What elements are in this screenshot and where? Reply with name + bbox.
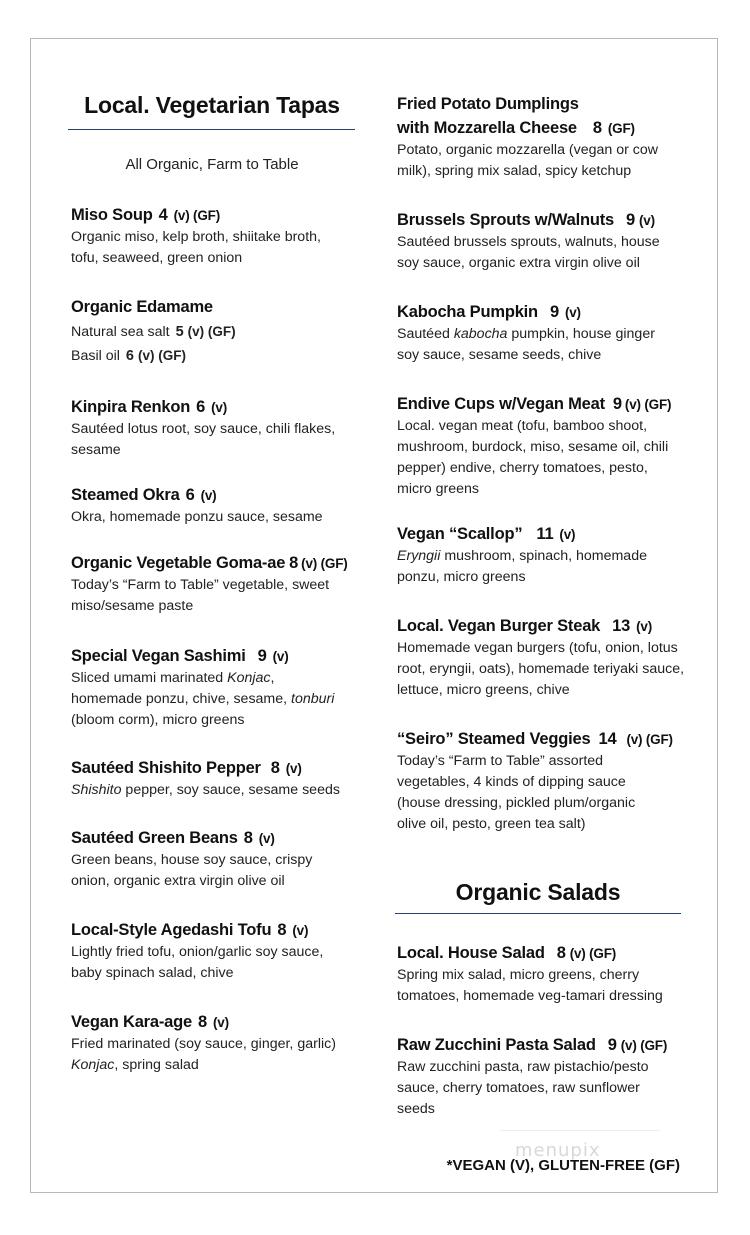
item-price: 8 bbox=[289, 554, 299, 572]
item-name: Vegan Kara-age bbox=[71, 1013, 193, 1031]
item-description: Potato, organic mozzarella (vegan or cow milk), spring mix salad, spicy ketchup bbox=[397, 142, 659, 179]
item-description: Spring mix salad, micro greens, cherry tomatoes, homemade veg-tamari dressing bbox=[397, 967, 663, 1004]
menu-item bbox=[71, 204, 381, 269]
item-tags: (v) bbox=[638, 213, 655, 228]
menu-item bbox=[71, 1011, 381, 1076]
option-price: 5 bbox=[175, 324, 184, 340]
item-description: Fried marinated (soy sauce, ginger, garlic) Konjac, spring salad bbox=[71, 1036, 336, 1073]
item-description: Today’s “Farm to Table” vegetable, sweet miso/sesame paste bbox=[71, 577, 330, 614]
menu-item bbox=[397, 393, 707, 500]
item-price: 8 bbox=[592, 119, 602, 137]
item-tags: (v) (GF) bbox=[626, 732, 673, 747]
item-price: 14 bbox=[598, 730, 617, 748]
item-description: Today’s “Farm to Table” assorted vegetables, 4 kinds of dipping sauce (house dressing, pickled plum/organic olive oil, pesto, green tea salt) bbox=[397, 753, 636, 832]
item-name: Raw Zucchini Pasta Salad bbox=[397, 1036, 596, 1054]
item-name: Endive Cups w/Vegan Meat bbox=[397, 395, 605, 413]
item-description: Green beans, house soy sauce, crispy onion, organic extra virgin olive oil bbox=[71, 852, 313, 889]
menu-item bbox=[397, 615, 707, 701]
item-name: Local-Style Agedashi Tofu bbox=[71, 921, 272, 939]
item-price: 4 bbox=[158, 206, 168, 224]
menu-item bbox=[397, 93, 707, 182]
item-price: 8 bbox=[270, 759, 280, 777]
menu-item bbox=[397, 942, 707, 1007]
menu-item bbox=[397, 728, 707, 835]
item-price: 8 bbox=[556, 944, 566, 962]
option-tags: (v) (GF) bbox=[187, 324, 236, 339]
section-title-salads: Organic Salads bbox=[455, 879, 621, 905]
item-tags: (v) (GF) bbox=[301, 556, 348, 571]
item-description bbox=[71, 668, 356, 731]
item-description: Local. vegan meat (tofu, bamboo shoot, mushroom, burdock, miso, sesame oil, chili pepper) endive, cherry tomatoes, pesto, micro greens bbox=[397, 418, 669, 497]
item-name: Kinpira Renkon bbox=[71, 398, 191, 416]
watermark-rule bbox=[500, 1130, 660, 1131]
menu-item bbox=[71, 552, 381, 617]
item-tags: (GF) bbox=[607, 121, 635, 136]
section-rule-tapas bbox=[68, 129, 355, 130]
item-description: Sautéed kabocha pumpkin, house ginger soy sauce, sesame seeds, chive bbox=[397, 326, 655, 363]
item-description: Shishito pepper, soy sauce, sesame seeds bbox=[71, 782, 340, 798]
item-name: Organic Vegetable Goma-ae bbox=[71, 554, 286, 572]
item-name: Sautéed Shishito Pepper bbox=[71, 759, 261, 777]
item-price: 9 bbox=[549, 303, 559, 321]
item-tags: (v) (GF) bbox=[620, 1038, 668, 1053]
item-description: Sautéed lotus root, soy sauce, chili flakes, sesame bbox=[71, 421, 336, 458]
section-rule-salads bbox=[395, 913, 681, 914]
item-name: Fried Potato Dumplings bbox=[397, 95, 579, 113]
item-description: Okra, homemade ponzu sauce, sesame bbox=[71, 509, 323, 525]
item-tags: (v) bbox=[292, 923, 309, 938]
menu-item bbox=[397, 523, 707, 588]
item-price: 11 bbox=[536, 525, 554, 543]
desc-part: Sliced umami marinated Konjac, homemade ponzu, chive, sesame, tonburi (bloom corm), micro greens bbox=[71, 670, 335, 728]
item-tags: (v) bbox=[285, 761, 302, 776]
section-subtitle: All Organic, Farm to Table bbox=[125, 156, 299, 173]
item-price: 8 bbox=[243, 829, 253, 847]
menu-item bbox=[71, 827, 381, 892]
option-price: 6 bbox=[125, 348, 134, 364]
item-name: Special Vegan Sashimi bbox=[71, 647, 246, 665]
item-tags: (v) bbox=[258, 831, 275, 846]
item-option bbox=[71, 344, 381, 368]
item-price: 8 bbox=[198, 1013, 207, 1031]
option-label: Basil oil bbox=[71, 348, 120, 364]
item-price: 8 bbox=[277, 921, 287, 939]
menu-item bbox=[397, 301, 707, 366]
item-name: “Seiro” Steamed Veggies bbox=[397, 730, 591, 748]
menu-item bbox=[71, 396, 381, 461]
item-name: Vegan “Scallop” bbox=[397, 525, 523, 543]
menu-item bbox=[71, 645, 381, 731]
item-description: Eryngii mushroom, spinach, homemade ponzu, micro greens bbox=[397, 548, 647, 585]
item-name: Kabocha Pumpkin bbox=[397, 303, 538, 321]
item-tags: (v) bbox=[213, 1015, 229, 1030]
item-tags: (v) bbox=[272, 649, 289, 664]
item-description: Sautéed brussels sprouts, walnuts, house soy sauce, organic extra virgin olive oil bbox=[397, 234, 660, 271]
item-name: Miso Soup bbox=[71, 206, 153, 224]
item-tags: (v) (GF) bbox=[173, 208, 220, 223]
option-label: Natural sea salt bbox=[71, 324, 170, 340]
item-name: Organic Edamame bbox=[71, 298, 213, 316]
item-name: Sautéed Green Beans bbox=[71, 829, 238, 847]
menu-item bbox=[71, 757, 381, 801]
item-name: Local. House Salad bbox=[397, 944, 545, 962]
item-price: 6 bbox=[185, 486, 195, 504]
menu-item bbox=[71, 919, 381, 984]
item-description: Organic miso, kelp broth, shiitake broth, tofu, seaweed, green onion bbox=[71, 229, 321, 266]
watermark: menupix bbox=[515, 1140, 601, 1161]
item-description: Homemade vegan burgers (tofu, onion, lotus root, eryngii, oats), homemade teriyaki sauce, lettuce, micro greens, chive bbox=[397, 640, 685, 698]
option-tags: (v) (GF) bbox=[137, 348, 186, 363]
item-name-line2: with Mozzarella Cheese bbox=[397, 119, 577, 137]
item-tags: (v) bbox=[211, 400, 228, 415]
item-option bbox=[71, 320, 381, 344]
item-price: 9 bbox=[625, 211, 635, 229]
menu-item bbox=[397, 209, 707, 274]
item-tags: (v) (GF) bbox=[624, 397, 672, 412]
item-tags: (v) bbox=[564, 305, 581, 320]
item-price: 9 bbox=[612, 395, 622, 413]
item-price: 13 bbox=[612, 617, 631, 635]
item-name: Local. Vegan Burger Steak bbox=[397, 617, 601, 635]
section-title-tapas: Local. Vegetarian Tapas bbox=[84, 92, 340, 118]
item-tags: (v) bbox=[636, 619, 653, 634]
item-name: Brussels Sprouts w/Walnuts bbox=[397, 211, 614, 229]
item-name: Steamed Okra bbox=[71, 486, 180, 504]
item-tags: (v) bbox=[200, 488, 217, 503]
dietary-legend: *VEGAN (V), GLUTEN-FREE (GF) bbox=[446, 1157, 680, 1174]
menu-item bbox=[397, 1034, 707, 1120]
item-price: 6 bbox=[196, 398, 206, 416]
menu-item bbox=[71, 484, 381, 528]
item-price: 9 bbox=[607, 1036, 617, 1054]
item-tags: (v) (GF) bbox=[569, 946, 617, 961]
item-tags: (v) bbox=[559, 527, 576, 542]
item-price: 9 bbox=[257, 647, 267, 665]
item-description: Lightly fried tofu, onion/garlic soy sauce, baby spinach salad, chive bbox=[71, 944, 324, 981]
item-description: Raw zucchini pasta, raw pistachio/pesto sauce, cherry tomatoes, raw sunflower seeds bbox=[397, 1059, 649, 1117]
menu-item bbox=[71, 296, 381, 368]
